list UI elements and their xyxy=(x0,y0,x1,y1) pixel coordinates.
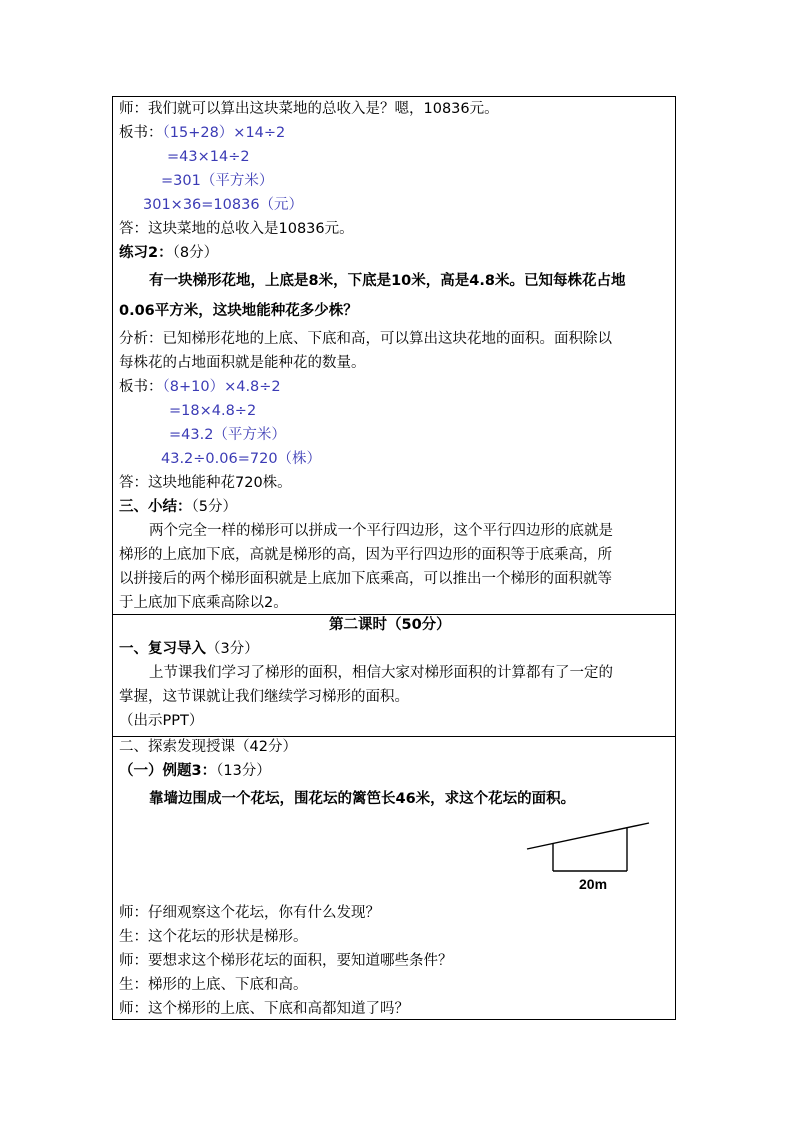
board-line: 板书：（8+10）×4.8÷2 xyxy=(119,379,281,395)
dialogue-line: 师：仔细观察这个花坛，你有什么发现？ xyxy=(119,905,380,921)
problem-line: 有一块梯形花地，上底是8米，下底是10米，高是4.8米。已知每株花占地 xyxy=(149,273,626,289)
answer-line: 答：这块地能种花720株。 xyxy=(119,475,292,491)
summary-line: 梯形的上底加下底，高就是梯形的高，因为平行四边形的面积等于底乘高，所 xyxy=(119,547,612,563)
dialogue-line: 生：这个花坛的形状是梯形。 xyxy=(119,929,308,945)
diagram-label: 20m xyxy=(579,876,608,892)
section-review xyxy=(113,615,675,735)
answer-line: 答：这块菜地的总收入是10836元。 xyxy=(119,221,354,237)
formula-line: =43×14÷2 xyxy=(167,149,250,165)
summary-line: 于上底加下底乘高除以2。 xyxy=(119,595,288,611)
summary-line: 两个完全一样的梯形可以拼成一个平行四边形，这个平行四边形的底就是 xyxy=(149,523,613,539)
dialogue-line: 生：梯形的上底、下底和高。 xyxy=(119,977,308,993)
formula-line: 301×36=10836（元） xyxy=(143,197,304,213)
problem-line: 0.06平方米，这块地能种花多少株？ xyxy=(119,303,358,319)
lesson-table xyxy=(112,96,676,1020)
explore-heading: 二、探索发现授课（42分） xyxy=(119,739,297,755)
review-line: 上节课我们学习了梯形的面积，相信大家对梯形面积的计算都有了一定的 xyxy=(149,665,613,681)
example-problem: 靠墙边围成一个花坛，围花坛的篱笆长46米，求这个花坛的面积。 xyxy=(149,791,576,807)
dialogue-line: 师：这个梯形的上底、下底和高都知道了吗？ xyxy=(119,1001,409,1017)
section-explore xyxy=(113,737,675,1019)
analysis-line: 每株花的占地面积就是能种花的数量。 xyxy=(119,355,366,371)
board-line: 板书：（15+28）×14÷2 xyxy=(119,125,286,141)
lesson-title: 第二课时（50分） xyxy=(329,617,451,633)
text-line: 师：我们就可以算出这块菜地的总收入是？嗯，10836元。 xyxy=(119,101,499,117)
summary-heading: 三、小结：（5分） xyxy=(119,499,237,515)
review-heading: 一、复习导入（3分） xyxy=(119,641,259,657)
exercise-heading: 练习2：（8分） xyxy=(119,245,219,261)
summary-line: 以拼接后的两个梯形面积就是上底加下底乘高，可以推出一个梯形的面积就等 xyxy=(119,571,612,587)
dialogue-line: 师：要想求这个梯形花坛的面积，要知道哪些条件？ xyxy=(119,953,453,969)
review-line: 掌握，这节课就让我们继续学习梯形的面积。 xyxy=(119,689,409,705)
example-heading: （一）例题3：（13分） xyxy=(119,763,271,779)
formula-line: =43.2（平方米） xyxy=(169,427,286,443)
formula-line: =18×4.8÷2 xyxy=(169,403,257,419)
section-practice xyxy=(113,97,675,613)
ppt-note: （出示PPT） xyxy=(119,713,204,729)
formula-line: 43.2÷0.06=720（株） xyxy=(161,451,322,467)
wall-line xyxy=(527,823,649,849)
analysis-line: 分析：已知梯形花地的上底、下底和高，可以算出这块花地的面积。面积除以 xyxy=(119,331,612,347)
formula-line: =301（平方米） xyxy=(161,173,274,189)
